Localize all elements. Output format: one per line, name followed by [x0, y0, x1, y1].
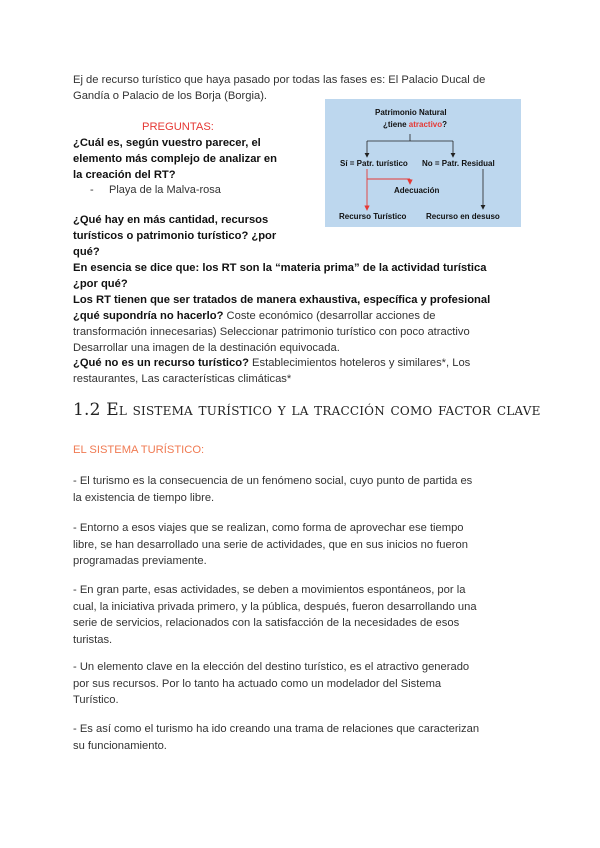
paragraph-5 [73, 721, 533, 754]
diagram-right-node: No = Patr. Residual [422, 159, 495, 168]
question-3-line-1 [73, 309, 435, 324]
diagram-title: Patrimonio Natural [375, 108, 447, 117]
question-3-line-2: transformación innecesarias) Seleccionar patrimonio turístico con poco atractivo [73, 326, 470, 338]
question-4-answer: Establecimientos hoteleros y similares*, Los [248, 357, 471, 369]
paragraph-line: libre, se han desarrollado una serie de actividades, que en sus inicios no fueron [73, 538, 468, 551]
diagram-question-post: ? [442, 120, 448, 129]
question-2-line-2: turísticos o patrimonio turístico? ¿por [73, 230, 277, 242]
diagram-left-node: Sí = Patr. turístico [340, 159, 408, 168]
tourism-resource-diagram [325, 99, 521, 227]
paragraph-line: cual, la iniciativa privada primero, y la pública, después, fueron desarrollando una [73, 600, 477, 613]
paragraph-line: por sus recursos. Por lo tanto ha actuado como un modelador del Sistema [73, 677, 442, 690]
diagram-bottom-left-node: Recurso Turístico [339, 212, 407, 221]
statement-1: En esencia se dice que: los RT son la “materia prima” de la actividad turística [73, 262, 487, 274]
intro-line-2: Gandía o Palacio de los Borja (Borgia). [73, 90, 268, 102]
questions-title: PREGUNTAS: [142, 121, 214, 133]
diagram-bottom-right-node: Recurso en desuso [426, 212, 500, 221]
question-3-bold: ¿qué supondría no hacerlo? [73, 310, 224, 322]
paragraph-line: - Entorno a esos viajes que se realizan, como forma de aprovechar ese tiempo [73, 522, 464, 534]
paragraph-line: - El turismo es la consecuencia de un fenómeno social, cuyo punto de partida es [73, 475, 473, 487]
paragraph-line: programadas previamente. [73, 555, 207, 567]
question-2-line-3: qué? [73, 246, 100, 258]
paragraph-line: su funcionamiento. [73, 739, 167, 752]
question-4-line-1 [73, 356, 470, 371]
statement-2: ¿por qué? [73, 278, 128, 290]
question-3-answer: Coste económico (desarrollar acciones de [223, 310, 436, 322]
question-2-line-1: ¿Qué hay en más cantidad, recursos [73, 214, 269, 226]
diagram-question-attractive: atractivo [408, 120, 443, 129]
diagram-middle-node: Adecuación [394, 186, 440, 195]
bullet-answer: Playa de la Malva-rosa [109, 184, 221, 196]
question-4-line-2: restaurantes, Las características climáticas* [73, 373, 292, 385]
paragraph-line: serie de servicios, relacionados con la satisfacción de la necesidades de esos [73, 617, 460, 629]
statement-3: Los RT tienen que ser tratados de manera exhaustiva, específica y profesional [73, 294, 491, 306]
paragraph-line: - Es así como el turismo ha ido creando una trama de relaciones que caracterizan [73, 723, 480, 735]
paragraph-line: - En gran parte, esas actividades, se deben a movimientos espontáneos, por la [73, 584, 466, 596]
section-heading: 1.2 El sistema turístico y la tracción como factor clave [73, 400, 541, 420]
diagram-question [383, 120, 447, 129]
section-subheading: EL SISTEMA TURÍSTICO: [73, 444, 205, 456]
paragraph-line: Turístico. [73, 694, 119, 706]
paragraph-line: - Un elemento clave en la elección del destino turístico, es el atractivo generado [73, 661, 470, 673]
diagram-question-pre: ¿tiene [383, 120, 409, 129]
bullet-dash: - [90, 184, 94, 196]
paragraph-line: turistas. [73, 633, 113, 646]
paragraph-line: la existencia de tiempo libre. [73, 491, 215, 504]
intro-line-1: Ej de recurso turístico que haya pasado por todas las fases es: El Palacio Ducal de [73, 74, 486, 86]
paragraph-1 [73, 473, 533, 506]
question-3-line-3: Desarrollar una imagen de la destinación equivocada. [73, 342, 340, 354]
question-1-line-3: la creación del RT? [73, 169, 176, 181]
question-1-line-1: ¿Cuál es, según vuestro parecer, el [73, 137, 261, 149]
paragraph-2 [73, 520, 533, 570]
paragraph-3 [73, 582, 533, 648]
question-1-line-2: elemento más complejo de analizar en [73, 153, 277, 165]
question-4-bold: ¿Qué no es un recurso turístico? [73, 357, 249, 369]
paragraph-4 [73, 659, 533, 709]
